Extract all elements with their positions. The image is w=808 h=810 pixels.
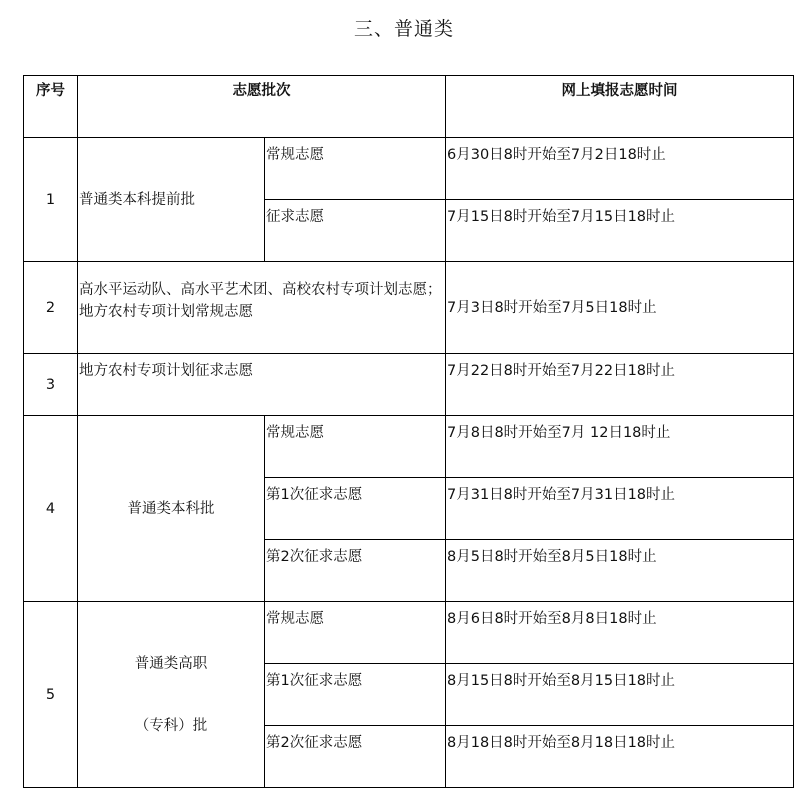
batch-line-spacer (79, 675, 263, 715)
type-cell: 第2次征求志愿 (265, 726, 446, 788)
header-batch: 志愿批次 (78, 76, 446, 138)
batch-cell (78, 602, 265, 788)
batch-line-1: 普通类高职 (134, 655, 208, 672)
time-cell: 8月15日8时开始至8月15日18时止 (446, 664, 794, 726)
time-cell: 8月18日8时开始至8月18日18时止 (446, 726, 794, 788)
table-row (24, 602, 794, 664)
batch-cell: 高水平运动队、高水平艺术团、高校农村专项计划志愿；地方农村专项计划常规志愿 (78, 262, 446, 354)
table-row (24, 416, 794, 478)
batch-cell: 地方农村专项计划征求志愿 (78, 354, 446, 416)
time-cell: 7月15日8时开始至7月15日18时止 (446, 200, 794, 262)
time-cell: 7月31日8时开始至7月31日18时止 (446, 478, 794, 540)
table-row (24, 262, 794, 354)
table-row (24, 354, 794, 416)
section-title: 三、普通类 (353, 18, 454, 40)
seq-cell: 4 (24, 416, 78, 602)
time-cell: 8月5日8时开始至8月5日18时止 (446, 540, 794, 602)
header-seq: 序号 (24, 76, 78, 138)
time-cell: 6月30日8时开始至7月2日18时止 (446, 138, 794, 200)
time-cell: 7月3日8时开始至7月5日18时止 (446, 262, 794, 354)
type-cell: 常规志愿 (265, 602, 446, 664)
seq-cell: 3 (24, 354, 78, 416)
volunteer-schedule-table (23, 75, 794, 788)
type-cell: 征求志愿 (265, 200, 446, 262)
batch-cell: 普通类本科提前批 (78, 138, 265, 262)
type-cell: 第1次征求志愿 (265, 478, 446, 540)
seq-cell: 5 (24, 602, 78, 788)
header-time: 网上填报志愿时间 (446, 76, 794, 138)
type-cell: 常规志愿 (265, 138, 446, 200)
batch-cell: 普通类本科批 (78, 416, 265, 602)
type-cell: 常规志愿 (265, 416, 446, 478)
time-cell: 7月8日8时开始至7月 12日18时止 (446, 416, 794, 478)
header-row (24, 76, 794, 138)
time-cell: 8月6日8时开始至8月8日18时止 (446, 602, 794, 664)
type-cell: 第1次征求志愿 (265, 664, 446, 726)
time-cell: 7月22日8时开始至7月22日18时止 (446, 354, 794, 416)
seq-cell: 1 (24, 138, 78, 262)
batch-line-2: （专科）批 (134, 717, 208, 734)
seq-cell: 2 (24, 262, 78, 354)
type-cell: 第2次征求志愿 (265, 540, 446, 602)
table-row (24, 138, 794, 200)
